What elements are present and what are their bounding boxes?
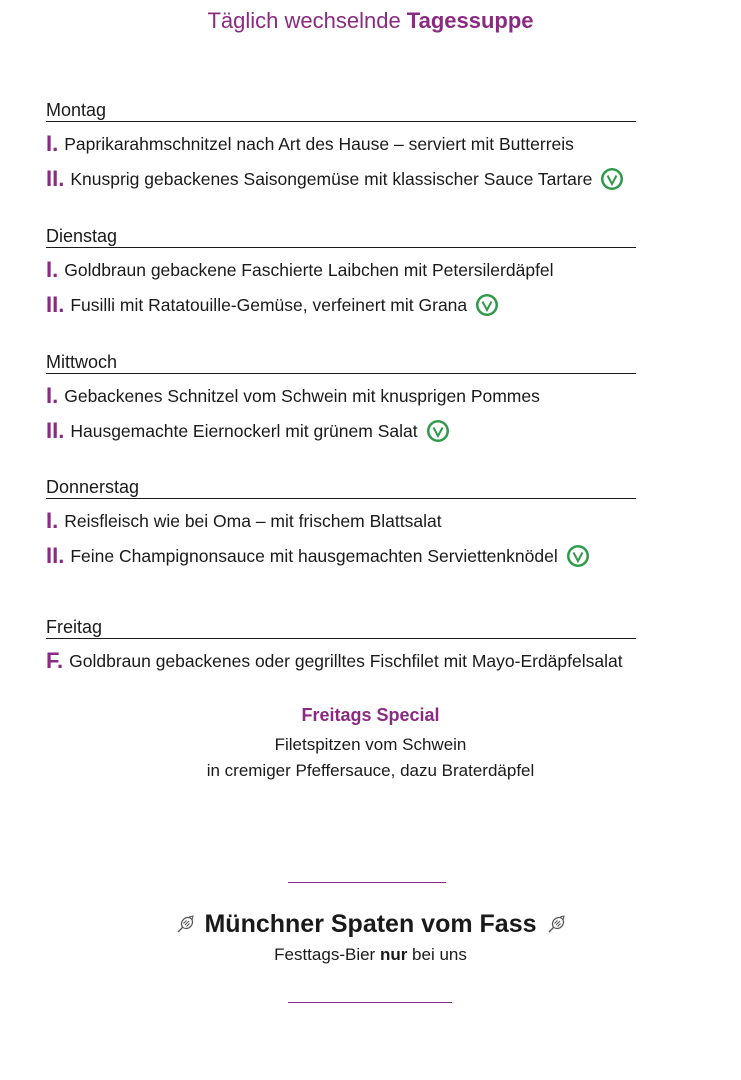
- vegetarian-v-icon: [475, 293, 499, 317]
- dish-text: Reisfleisch wie bei Oma – mit frischem Blattsalat: [64, 510, 442, 531]
- dish-text: Fusilli mit Ratatouille-Gemüse, verfeinert mit Grana: [70, 294, 468, 315]
- beer-title: Münchner Spaten vom Fass: [204, 910, 537, 938]
- dish-text: Goldbraun gebackenes oder gegrilltes Fischfilet mit Mayo-Erdäpfelsalat: [69, 650, 623, 671]
- day-heading: Donnerstag: [46, 476, 636, 499]
- dish-text: Hausgemachte Eiernockerl mit grünem Salat: [70, 420, 418, 441]
- day-heading: Freitag: [46, 616, 636, 639]
- menu-item: [46, 257, 636, 283]
- menu-item: [46, 418, 636, 444]
- vegetarian-v-icon: [566, 544, 590, 568]
- day-section-donnerstag: [46, 476, 636, 569]
- day-heading: Montag: [46, 99, 636, 122]
- day-section-montag: [46, 99, 636, 192]
- dish-number: II.: [46, 543, 65, 568]
- special-line-1: Filetspitzen vom Schwein: [274, 735, 467, 754]
- dish-text: Knusprig gebackenes Saisongemüse mit klassischer Sauce Tartare: [70, 168, 593, 189]
- special-line-2: in cremiger Pfeffersauce, dazu Braterdäpfel: [206, 761, 535, 780]
- hop-icon: [545, 914, 567, 936]
- dish-text: Paprikarahmschnitzel nach Art des Hause – serviert mit Butterreis: [64, 133, 574, 154]
- special-title: Freitags Special: [301, 705, 440, 725]
- day-heading: Dienstag: [46, 225, 636, 248]
- dish-text: Feine Champignonsauce mit hausgemachten Serviettenknödel: [70, 545, 558, 566]
- menu-item: [46, 166, 636, 192]
- dish-number: I.: [46, 508, 59, 533]
- menu-item: [46, 543, 636, 569]
- menu-item: [46, 131, 636, 157]
- dish-number: I.: [46, 131, 59, 156]
- day-section-freitag: [46, 616, 636, 674]
- vegetarian-v-icon: [426, 419, 450, 443]
- beer-sub-bold: nur: [379, 945, 408, 964]
- menu-item: [46, 508, 636, 534]
- menu-item: [46, 648, 636, 674]
- beer-subtitle: [0, 945, 741, 965]
- menu-item: [46, 292, 636, 318]
- dish-text: Gebackenes Schnitzel vom Schwein mit knusprigen Pommes: [64, 385, 540, 406]
- page-title: [0, 8, 741, 34]
- vegetarian-v-icon: [600, 167, 624, 191]
- dish-number: II.: [46, 418, 65, 443]
- dish-text: Goldbraun gebackene Faschierte Laibchen mit Petersilerdäpfel: [64, 259, 554, 280]
- day-section-dienstag: [46, 225, 636, 318]
- beer-section: [0, 910, 741, 965]
- divider-bottom: [288, 1002, 452, 1003]
- beer-sub-prefix: Festtags-Bier: [274, 945, 380, 964]
- day-heading: Mittwoch: [46, 351, 636, 374]
- dish-number: II.: [46, 292, 65, 317]
- hop-icon: [174, 914, 196, 936]
- title-prefix: Täglich wechselnde: [207, 8, 407, 33]
- beer-sub-suffix: bei uns: [407, 945, 467, 964]
- menu-item: [46, 383, 636, 409]
- dish-number: II.: [46, 166, 65, 191]
- dish-number: I.: [46, 257, 59, 282]
- divider-top: [288, 882, 446, 883]
- day-section-mittwoch: [46, 351, 636, 444]
- friday-special: [0, 702, 741, 784]
- dish-number: I.: [46, 383, 59, 408]
- dish-number: F.: [46, 648, 64, 673]
- beer-title-row: [0, 910, 741, 939]
- title-bold: Tagessuppe: [406, 8, 534, 33]
